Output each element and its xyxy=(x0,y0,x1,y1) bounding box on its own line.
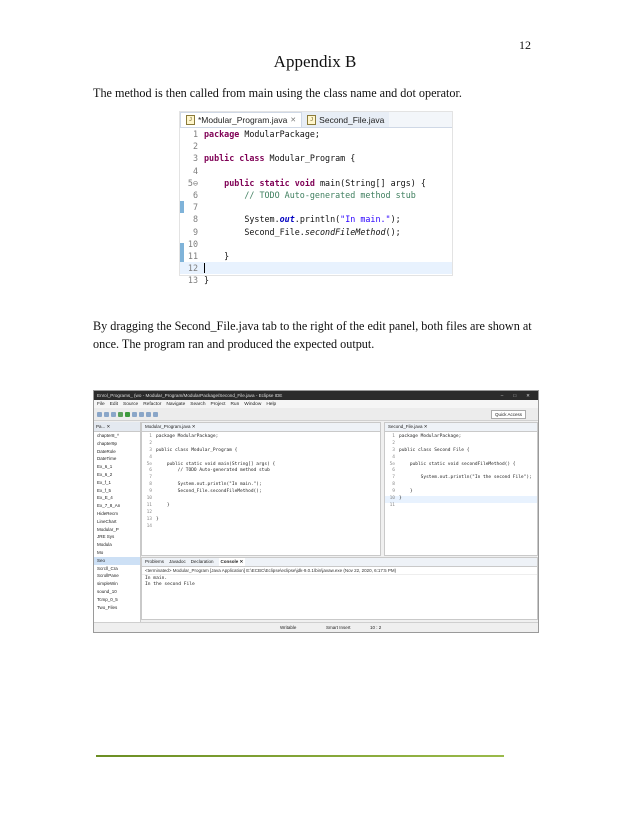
new-icon[interactable] xyxy=(97,412,102,417)
package-explorer-item[interactable]: Ex_f_5 xyxy=(97,487,112,493)
code-line: 8 xyxy=(392,482,395,488)
console-output: In main. In the second File xyxy=(145,576,195,588)
menu-file[interactable]: File xyxy=(97,401,105,407)
java-file-icon: J xyxy=(186,115,195,125)
page-number: 12 xyxy=(519,38,531,52)
package-explorer-item[interactable]: chapter8_^ xyxy=(97,433,120,438)
open-type-icon[interactable] xyxy=(139,412,144,417)
code-line: 10 xyxy=(187,238,198,249)
code-line: 10 xyxy=(146,496,152,502)
tab-declaration[interactable]: Declaration xyxy=(190,559,214,564)
console-tab-bar xyxy=(142,558,537,567)
code-line: 5⊖ public static void main(String[] args) { xyxy=(187,177,426,188)
menu-search[interactable]: Search xyxy=(190,401,206,407)
page-title: Appendix B xyxy=(273,52,357,71)
package-explorer-item[interactable]: Modula xyxy=(97,542,112,548)
code-line: 6 xyxy=(392,468,395,474)
package-explorer-item[interactable]: Ex_E_4 xyxy=(97,495,113,501)
code-line: 9 Second_File.secondFileMethod(); xyxy=(192,226,401,237)
save-icon[interactable] xyxy=(104,412,109,417)
menu-source[interactable]: Source xyxy=(123,401,139,407)
debug-icon[interactable] xyxy=(118,412,123,417)
package-explorer-item[interactable]: sound_10 xyxy=(97,588,117,594)
code-line: 3 public class Second File { xyxy=(392,447,470,453)
tab-second-file[interactable] xyxy=(302,112,389,127)
package-explorer-item[interactable]: Scrcll_Cra xyxy=(97,565,118,571)
menu-help[interactable]: Help xyxy=(266,401,277,407)
tab-modular-program[interactable] xyxy=(180,112,302,127)
maximize-icon[interactable]: □ xyxy=(513,392,517,398)
package-explorer-item[interactable]: Modular_P xyxy=(97,526,119,532)
package-explorer-item[interactable]: Ex_7_8_An xyxy=(97,503,121,509)
package-explorer-item[interactable]: Ex_6_2 xyxy=(97,471,113,477)
package-explorer-item[interactable]: simpleWin xyxy=(97,581,118,587)
java-file-icon: J xyxy=(307,115,316,125)
minimize-icon[interactable]: – xyxy=(500,392,504,398)
editor-tab-bar xyxy=(180,112,452,128)
tab-problems[interactable]: Problems xyxy=(145,559,165,564)
code-line: 5⊖ public static void main(String[] args) { xyxy=(146,461,276,467)
menu-run[interactable]: Run xyxy=(230,401,240,407)
code-line: 8 System.out.println("In main."); xyxy=(192,214,401,225)
menu-refactor[interactable]: Refactor xyxy=(143,401,162,407)
package-explorer-item[interactable]: Mo xyxy=(97,549,104,555)
status-insert-mode: Smart Insert xyxy=(326,625,351,630)
status-writable: Writable xyxy=(280,625,297,630)
code-line: 11 } xyxy=(146,502,170,508)
tab-label: Second_File.java xyxy=(319,114,385,125)
close-icon[interactable]: ✕ xyxy=(526,392,530,398)
code-line: 4 xyxy=(392,454,395,460)
left-editor-pane xyxy=(141,422,381,556)
package-explorer-header[interactable]: Pa... ✕ xyxy=(94,422,140,432)
menu-project[interactable]: Project xyxy=(210,401,226,407)
code-line: 6 // TODO Auto-generated method stub xyxy=(149,468,270,474)
package-explorer-item[interactable]: LineChart xyxy=(97,518,117,524)
code-line: 13 } xyxy=(187,275,210,286)
menu-edit[interactable]: Edit xyxy=(109,401,119,407)
run-icon[interactable] xyxy=(125,412,130,417)
paragraph-intro: The method is then called from main using the class name and dot operator. xyxy=(93,86,462,100)
package-explorer-item[interactable]: Ex_f_1 xyxy=(97,479,112,485)
code-line: 4 xyxy=(149,454,152,460)
package-explorer-item[interactable]: Seo xyxy=(94,557,140,565)
code-line: 3 public class Modular_Program { xyxy=(192,153,356,164)
package-explorer-item[interactable]: ScrollPane xyxy=(97,573,119,579)
main-toolbar xyxy=(94,408,538,421)
package-explorer-item[interactable]: Two_Files xyxy=(97,604,118,610)
code-line: 11 xyxy=(389,502,395,508)
window-title: Enrol_Programs_ (wo - Modular_Program/ModularPackage/Second_File.java - Eclipse IDE xyxy=(97,393,283,398)
close-icon[interactable]: ✕ xyxy=(290,117,297,124)
print-icon[interactable] xyxy=(111,412,116,417)
package-explorer-item[interactable]: JRE Sys xyxy=(97,534,115,540)
menu-bar xyxy=(94,400,538,408)
package-explorer-item[interactable]: DateTime xyxy=(97,456,117,462)
menu-navigate[interactable]: Navigate xyxy=(166,401,186,407)
code-line: 7 xyxy=(149,475,152,481)
package-explorer-item[interactable]: chapter9p xyxy=(97,440,118,446)
package-explorer-item[interactable]: Tcmp_0_5 xyxy=(97,596,118,602)
left-code-area[interactable] xyxy=(142,432,380,530)
footer-divider xyxy=(96,755,504,757)
tab-label: *Modular_Program.java xyxy=(198,115,288,125)
code-line: 13 } xyxy=(146,516,159,522)
package-explorer xyxy=(94,422,141,622)
code-line: 14 xyxy=(146,523,152,529)
code-area[interactable] xyxy=(180,128,452,286)
tab-javadoc[interactable]: Javadoc xyxy=(169,559,186,564)
menu-window[interactable]: Window xyxy=(244,401,262,407)
tab-modular-program[interactable]: Modular_Program.java ✕ xyxy=(142,423,380,432)
code-line: 10 } xyxy=(385,496,537,503)
package-explorer-item[interactable]: Ex_6_1 xyxy=(97,464,113,470)
code-line: 9 Second_File.secondFileMethod(); xyxy=(149,489,262,495)
code-line: 1 package ModularPackage; xyxy=(192,129,320,139)
quick-access-input[interactable]: Quick Access xyxy=(491,410,526,419)
code-line: 3 public class Modular_Program { xyxy=(149,447,238,453)
eclipse-ide-screenshot xyxy=(93,390,539,633)
editor-screenshot-modular-program xyxy=(179,111,453,286)
tab-console[interactable]: Console ✕ xyxy=(220,559,244,564)
status-cursor-position: 10 : 2 xyxy=(370,625,382,630)
forward-icon[interactable] xyxy=(153,412,158,417)
search-icon[interactable] xyxy=(132,412,137,417)
code-line: 11 } xyxy=(187,250,230,261)
right-editor-pane xyxy=(384,422,538,556)
code-line: 8 System.out.println("In main."); xyxy=(149,482,262,488)
window-titlebar xyxy=(94,391,538,400)
code-line: 1 package ModularPackage; xyxy=(149,434,219,439)
code-line: 2 xyxy=(392,440,395,446)
code-line: 5⊖ public static void secondFileMethod() { xyxy=(389,461,516,467)
status-bar xyxy=(94,622,538,632)
code-line: 1 package ModularPackage; xyxy=(392,434,462,439)
code-line: 7 xyxy=(192,202,198,213)
code-line-current: 12 xyxy=(180,262,452,274)
code-line: 12 xyxy=(146,509,152,515)
code-line: 4 xyxy=(192,165,198,176)
code-line: 2 xyxy=(192,141,198,152)
back-icon[interactable] xyxy=(146,412,151,417)
paragraph-drag-explanation: By dragging the Second_File.java tab to the right of the edit panel, both files are shown at once. The program ran and produced the expected output. xyxy=(93,319,532,351)
right-code-area[interactable] xyxy=(385,432,537,510)
code-line: 7 System.out.println("In the second File"); xyxy=(392,475,532,481)
console-terminated-line: <terminated> Modular_Program [Java Application] E:\ECBC\Eclipse\eclipse\jdk-9.0.1\bin\javaw.exe (Nov 22, 2020, 6:17:5 PM) xyxy=(142,567,537,575)
package-explorer-item[interactable]: HideRecm xyxy=(97,510,119,516)
package-explorer-item[interactable]: DateRole xyxy=(97,448,116,454)
console-pane xyxy=(141,557,538,620)
code-line: 6 // TODO Auto-generated method stub xyxy=(192,189,416,200)
code-line: 2 xyxy=(149,440,152,446)
tab-second-file[interactable]: Second_File.java ✕ xyxy=(385,423,537,432)
code-line: 9 } xyxy=(392,489,413,495)
